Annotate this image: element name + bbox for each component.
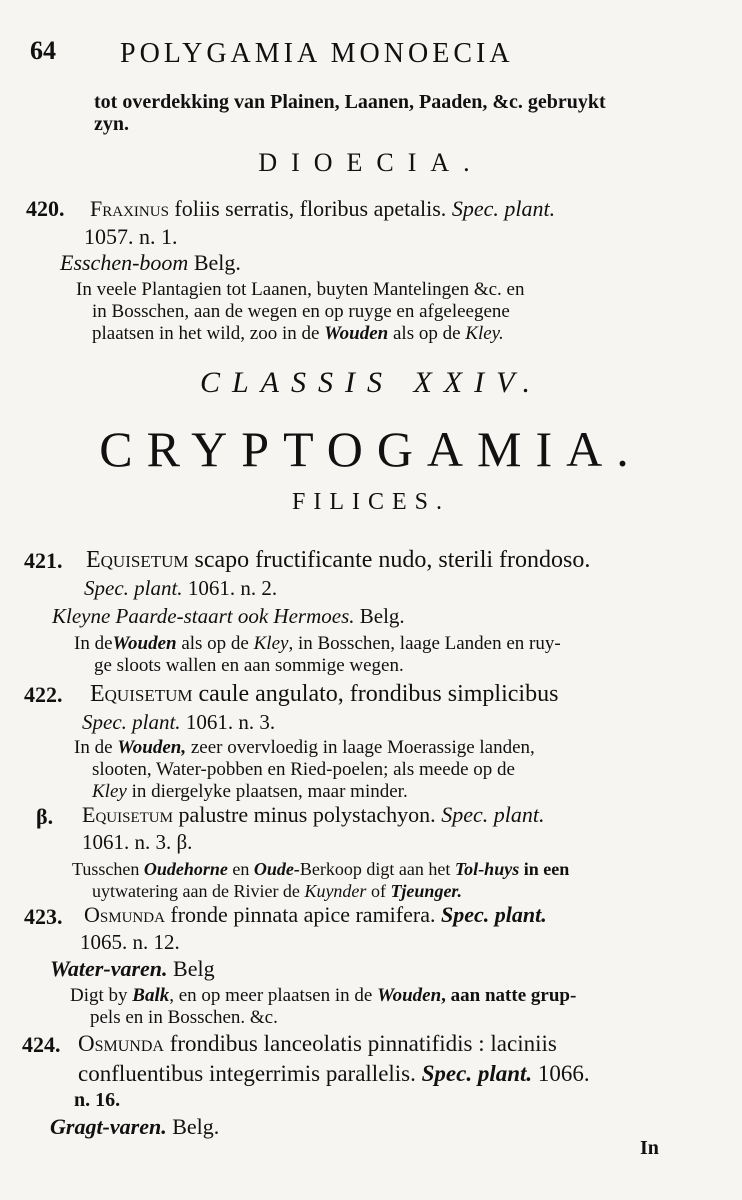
entry-421-line-1 (86, 548, 590, 572)
entry-420-habitat-3 (92, 324, 504, 343)
genus-name: Equisetum (90, 681, 193, 707)
place-name: Balk (132, 985, 170, 1006)
class-title: CRYPTOGAMIA. (99, 421, 643, 477)
place-name: Wouden (324, 323, 389, 344)
intro-line-1: tot overdekking van Plainen, Laanen, Paaden, &c. gebruykt (94, 91, 606, 113)
entry-beta-habitat-1 (72, 860, 569, 878)
running-title: POLYGAMIA MONOECIA (120, 38, 514, 69)
habitat-text: uytwatering aan de Rivier de (92, 881, 300, 901)
reference: Spec. plant. (421, 1061, 533, 1086)
order-heading: FILICES. (291, 489, 450, 515)
place-name: Kuynder (304, 881, 367, 901)
habitat-text: of (370, 881, 386, 901)
habitat-text: , en op meer plaatsen in de (169, 985, 373, 1006)
entry-number-beta: β. (36, 804, 54, 829)
page-number: 64 (30, 36, 56, 65)
language-tag: Belg. (359, 604, 405, 628)
entry-beta-line-1 (82, 804, 544, 826)
entry-number-421: 421. (24, 548, 63, 573)
entry-number-423: 423. (24, 904, 63, 929)
reference: Spec. plant. (440, 902, 547, 927)
place-name: Tol-huys (454, 859, 520, 879)
habitat-text: , in Bosschen, laage Landen en ruy- (288, 633, 561, 654)
reference-number: 1061. n. 3. (185, 710, 276, 734)
species-description: foliis serratis, floribus apetalis. (174, 196, 447, 221)
entry-420-habitat-1: In veele Plantagien tot Laanen, buyten Mantelingen &c. en (76, 279, 525, 300)
intro-line-2: zyn. (94, 113, 129, 135)
entry-424-line-1 (78, 1032, 557, 1055)
place-name: Wouden, (117, 737, 187, 758)
entry-beta-reference: 1061. n. 3. β. (82, 830, 193, 854)
habitat-text: , aan natte grup- (441, 985, 577, 1006)
entry-422-habitat-2: slooten, Water-pobben en Ried-poelen; als meede op de (92, 759, 515, 780)
language-tag: Belg. (193, 250, 241, 275)
reference: Spec. plant. (451, 196, 556, 221)
place-name: Oudehorne (143, 859, 228, 879)
place-name: Wouden (112, 633, 177, 654)
habitat-text: Berkoop digt aan het (299, 859, 451, 879)
place-name: Tjeunger. (390, 881, 462, 901)
place-name: Oude- (253, 859, 300, 879)
section-heading-dioecia: DIOECIA. (258, 148, 484, 177)
reference: Spec. plant. (441, 802, 545, 827)
habitat-text: plaatsen in het wild, zoo in de (92, 323, 320, 344)
common-name: Gragt-varen. (50, 1114, 167, 1139)
place-name: Kley. (465, 323, 504, 344)
language-tag: Belg. (172, 1114, 220, 1139)
habitat-text: in diergelyke plaatsen, maar minder. (131, 781, 408, 802)
habitat-text: In de (74, 633, 113, 654)
language-tag: Belg (173, 956, 215, 981)
entry-420-reference: 1057. n. 1. (84, 224, 178, 249)
species-description: scapo fructificante nudo, sterili frondoso. (194, 547, 591, 573)
entry-420-habitat-2: in Bosschen, aan de wegen en op ruyge en afgeleegene (92, 301, 510, 322)
species-description: fronde pinnata apice ramifera. (170, 902, 436, 927)
entry-421-habitat-2: ge sloots wallen en aan sommige wegen. (94, 655, 404, 676)
species-description: caule angulato, frondibus simplicibus (198, 681, 559, 707)
reference-number: 1061. n. 2. (187, 576, 278, 600)
place-name: Wouden (377, 985, 442, 1006)
habitat-text: Digt by (70, 985, 128, 1006)
entry-423-common-name (50, 958, 215, 980)
entry-423-reference: 1065. n. 12. (80, 930, 180, 954)
entry-421-reference (84, 578, 277, 599)
entry-number-424: 424. (22, 1032, 61, 1057)
genus-name: Osmunda (78, 1031, 164, 1056)
entry-420-line-1 (90, 198, 555, 220)
habitat-text: In de (74, 737, 113, 758)
entry-422-line-1 (90, 682, 558, 706)
genus-name: Equisetum (82, 802, 173, 827)
habitat-text: zeer overvloedig in laage Moerassige landen, (190, 737, 535, 758)
entry-423-habitat-1 (70, 986, 576, 1005)
entry-number-420: 420. (26, 196, 65, 221)
reference: Spec. plant. (82, 710, 181, 734)
entry-423-line-1 (84, 904, 547, 926)
entry-424-line-2 (78, 1062, 590, 1085)
species-description: confluentibus integerrimis parallelis. (78, 1061, 416, 1086)
habitat-text: als op de (181, 633, 249, 654)
entry-423-habitat-2: pels en in Bosschen. &c. (90, 1007, 278, 1028)
habitat-text: en (232, 859, 250, 879)
genus-name: Fraxinus (90, 196, 169, 221)
species-description: palustre minus polystachyon. (178, 802, 436, 827)
entry-beta-habitat-2 (92, 882, 462, 900)
habitat-text: Tusschen (72, 859, 140, 879)
catchword: In (640, 1137, 659, 1159)
entry-422-reference (82, 712, 275, 733)
entry-421-common-name (52, 606, 405, 627)
genus-name: Equisetum (86, 547, 189, 573)
species-description: frondibus lanceolatis pinnatifidis : laciniis (169, 1031, 557, 1056)
common-name: Esschen-boom (60, 250, 189, 275)
entry-421-habitat-1 (74, 634, 561, 653)
habitat-text: als op de (392, 323, 461, 344)
reference-page: 1066. (537, 1061, 590, 1086)
reference: Spec. plant. (84, 576, 183, 600)
genus-name: Osmunda (84, 902, 165, 927)
habitat-text: in een (523, 859, 570, 879)
entry-424-common-name (50, 1116, 219, 1138)
entry-422-habitat-3 (92, 782, 408, 801)
common-name: Kleyne Paarde-staart ook Hermoes. (52, 604, 355, 628)
common-name: Water-varen. (50, 956, 168, 981)
place-name: Kley (92, 781, 127, 802)
classis-heading: CLASSIS XXIV. (199, 366, 543, 399)
entry-424-reference: n. 16. (74, 1089, 121, 1111)
entry-420-common-name (60, 252, 241, 274)
entry-422-habitat-1 (74, 738, 535, 757)
entry-number-422: 422. (24, 682, 63, 707)
place-name: Kley (253, 633, 289, 654)
